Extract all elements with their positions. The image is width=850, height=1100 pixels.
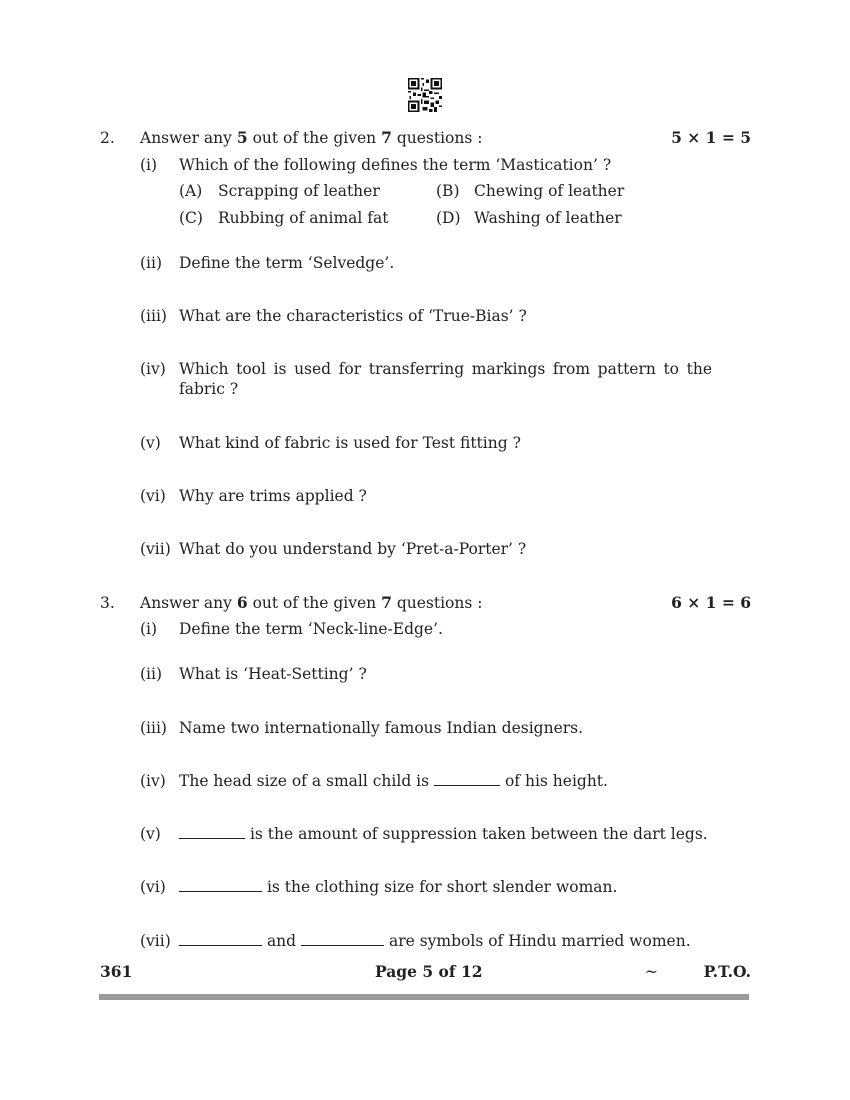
q2-iii-text: What are the characteristics of ‘True-Bias’ ? xyxy=(179,307,527,325)
q3-iii-number: (iii) xyxy=(140,719,167,737)
answer-blank xyxy=(434,771,500,786)
q3-vii-number: (vii) xyxy=(140,932,171,950)
option-c-text: Rubbing of animal fat xyxy=(218,209,389,227)
answer-blank xyxy=(179,824,245,839)
q3-marks: 6 × 1 = 6 xyxy=(671,593,751,612)
tilde-mark: ~ xyxy=(645,963,658,981)
q2-marks: 5 × 1 = 5 xyxy=(671,128,751,147)
answer-blank xyxy=(179,877,262,892)
answer-blank xyxy=(301,931,384,946)
q2-vi-text: Why are trims applied ? xyxy=(179,487,367,505)
q3-ii-text: What is ‘Heat-Setting’ ? xyxy=(179,665,367,683)
option-b-label: (B) xyxy=(436,182,460,200)
q3-i-number: (i) xyxy=(140,620,158,638)
option-c-label: (C) xyxy=(179,209,203,227)
q2-iii-number: (iii) xyxy=(140,307,167,325)
q3-iv-number: (iv) xyxy=(140,772,166,790)
q3-v-text: is the amount of suppression taken between the dart legs. xyxy=(179,824,708,844)
option-b-text: Chewing of leather xyxy=(474,182,625,200)
q3-i-text: Define the term ‘Neck-line-Edge’. xyxy=(179,620,443,638)
q2-number: 2. xyxy=(100,129,115,147)
answer-blank xyxy=(179,931,262,946)
q2-vii-number: (vii) xyxy=(140,540,171,558)
q2-ii-text: Define the term ‘Selvedge’. xyxy=(179,254,395,272)
q2-i-number: (i) xyxy=(140,156,158,174)
q3-number: 3. xyxy=(100,594,115,612)
q3-ii-number: (ii) xyxy=(140,665,163,683)
q2-vii-text: What do you understand by ‘Pret-a-Porter’ ? xyxy=(179,540,527,558)
option-a-text: Scrapping of leather xyxy=(218,182,380,200)
q3-vii-text: and are symbols of Hindu married women. xyxy=(179,931,691,951)
q3-vi-text: is the clothing size for short slender woman. xyxy=(179,877,617,897)
q3-iv-text: The head size of a small child is of his height. xyxy=(179,772,608,790)
q2-ii-number: (ii) xyxy=(140,254,163,272)
option-a-label: (A) xyxy=(179,182,203,200)
q2-i-text: Which of the following defines the term ‘Mastication’ ? xyxy=(179,156,612,174)
q3-vi-number: (vi) xyxy=(140,878,166,896)
q3-iii-text: Name two internationally famous Indian designers. xyxy=(179,719,584,737)
qr-code xyxy=(408,78,442,112)
q2-iv-number: (iv) xyxy=(140,360,166,378)
pto-label: P.T.O. xyxy=(703,962,751,981)
q3-v-number: (v) xyxy=(140,825,161,843)
footer-divider xyxy=(99,994,749,1000)
q2-vi-number: (vi) xyxy=(140,487,166,505)
q2-instruction: Answer any 5 out of the given 7 questions : xyxy=(140,128,483,147)
option-d-label: (D) xyxy=(436,209,461,227)
paper-code: 361 xyxy=(100,962,133,981)
q2-v-number: (v) xyxy=(140,434,161,452)
q2-v-text: What kind of fabric is used for Test fitting ? xyxy=(179,434,521,452)
q2-iv-text: Which tool is used for transferring markings from pattern to the fabric ? xyxy=(179,360,712,398)
option-d-text: Washing of leather xyxy=(474,209,622,227)
page-number: Page 5 of 12 xyxy=(375,962,483,981)
q3-instruction: Answer any 6 out of the given 7 questions : xyxy=(140,593,483,612)
